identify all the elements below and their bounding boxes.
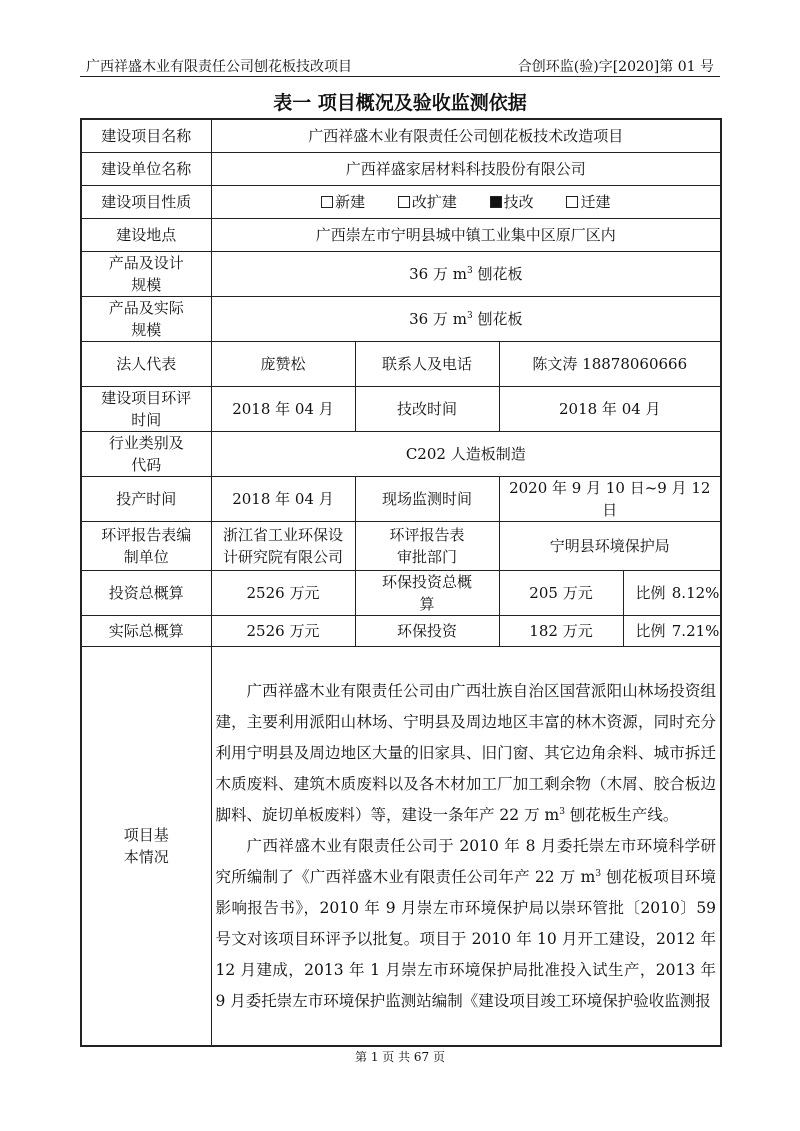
value-design-scale: 36 万 $m^3$ 刨花板: [211, 252, 721, 297]
label-actual-scale: 产品及实际 规模: [81, 297, 211, 342]
label-approve-dept: 环评报告表 审批部门: [355, 522, 499, 571]
row-unit-name: [81, 153, 721, 186]
value-project-name: 广西祥盛木业有限责任公司刨花板技术改造项目: [211, 119, 721, 153]
checkbox-relocate: [566, 196, 578, 208]
page-number: 第 1 页 共 67 页: [355, 1050, 445, 1064]
label-unit-name: 建设单位名称: [81, 153, 211, 186]
row-project-name: [81, 119, 721, 153]
header-project-name: 广西祥盛木业有限责任公司刨花板技改项目: [86, 59, 352, 75]
row-eia-time: [81, 387, 721, 432]
nature-option-relocate: 迁建: [566, 193, 610, 211]
value-ratio-budget: 8.12%: [671, 584, 720, 602]
row-basic-info: [81, 647, 721, 1047]
value-eia-unit: 浙江省工业环保设 计研究院有限公司: [211, 522, 355, 571]
value-industry: C202 人造板制造: [211, 432, 721, 477]
label-tech-time: 技改时间: [355, 387, 499, 432]
row-legal: [81, 342, 721, 387]
overview-table: [80, 118, 722, 1047]
value-location: 广西崇左市宁明县城中镇工业集中区原厂区内: [211, 219, 721, 252]
label-monitor-time: 现场监测时间: [355, 477, 499, 522]
value-monitor-time: 2020 年 9 月 10 日~9 月 12 日: [499, 477, 721, 522]
checkbox-new: [321, 196, 333, 208]
label-env-investment: 环保投资: [355, 616, 499, 647]
label-ratio-budget: 比例: [635, 584, 666, 602]
row-design-scale: [81, 252, 721, 297]
label-ratio-actual: 比例: [635, 622, 666, 640]
row-industry: [81, 432, 721, 477]
value-approve-dept: 宁明县环境保护局: [499, 522, 721, 571]
row-location: [81, 219, 721, 252]
value-ratio-actual: 7.21%: [671, 622, 720, 640]
label-project-name: 建设项目名称: [81, 119, 211, 153]
label-project-nature: 建设项目性质: [81, 186, 211, 219]
label-investment: 投资总概算: [81, 571, 211, 616]
value-env-investment-budget: 205 万元: [499, 571, 623, 616]
row-production: [81, 477, 721, 522]
label-env-investment-budget: 环保投资总概 算: [355, 571, 499, 616]
checkbox-expand: [398, 196, 410, 208]
header-divider: [80, 76, 720, 77]
checkbox-tech: [490, 196, 502, 208]
page-title: 表一 项目概况及验收监测依据: [273, 92, 527, 114]
value-tech-time: 2018 年 04 月: [499, 387, 721, 432]
label-legal: 法人代表: [81, 342, 211, 387]
label-contact: 联系人及电话: [355, 342, 499, 387]
basic-info-text: [211, 647, 721, 1047]
value-unit-name: 广西祥盛家居材料科技股份有限公司: [211, 153, 721, 186]
row-eia-unit: [81, 522, 721, 571]
nature-option-expand: 改扩建: [398, 193, 457, 211]
nature-options: [211, 186, 721, 219]
label-production: 投产时间: [81, 477, 211, 522]
basic-info-paragraph-2: 广西祥盛木业有限责任公司于 2010 年 8 月委托崇左市环境科学研究所编制了《广西祥盛木业有限责任公司年产 22 万 $m^3$ 刨花板项目环境影响报告书》，2010 年 9 月崇左市环境保护局以崇环管批〔2010〕59 号文对该项目环评予以批复。项目于 2010 年 10 月开工建设，2012 年 12 月建成，2013 年 1 月崇左市环境保护局批准投入试生产，2013 年 9 月委托崇左市环境保护监测站编制《建设项目竣工环境保护验收监测报: [215, 836, 717, 1010]
row-investment: [81, 571, 721, 616]
header-doc-number: 合创环监(验)字[2020]第 01 号: [517, 59, 714, 75]
value-actual-scale: 36 万 $m^3$ 刨花板: [211, 297, 721, 342]
ratio-cell-budget: [623, 571, 721, 616]
label-location: 建设地点: [81, 219, 211, 252]
value-env-investment: 182 万元: [499, 616, 623, 647]
label-eia-time: 建设项目环评 时间: [81, 387, 211, 432]
value-contact: 陈文涛 18878060666: [499, 342, 721, 387]
row-actual-scale: [81, 297, 721, 342]
label-industry: 行业类别及 代码: [81, 432, 211, 477]
row-actual: [81, 616, 721, 647]
value-investment: 2526 万元: [211, 571, 355, 616]
label-design-scale: 产品及设计 规模: [81, 252, 211, 297]
value-eia-time: 2018 年 04 月: [211, 387, 355, 432]
value-legal: 庞赞松: [211, 342, 355, 387]
label-basic-info: 项目基 本情况: [81, 647, 211, 1047]
label-eia-unit: 环评报告表编 制单位: [81, 522, 211, 571]
value-actual: 2526 万元: [211, 616, 355, 647]
nature-option-tech: 技改: [490, 193, 534, 211]
ratio-cell-actual: [623, 616, 721, 647]
row-project-nature: [81, 186, 721, 219]
label-actual: 实际总概算: [81, 616, 211, 647]
value-production: 2018 年 04 月: [211, 477, 355, 522]
basic-info-paragraph-1: 广西祥盛木业有限责任公司由广西壮族自治区国营派阳山林场投资组建，主要利用派阳山林场、宁明县及周边地区丰富的林木资源，同时充分利用宁明县及周边地区大量的旧家具、旧门窗、其它边角余料、城市拆迁木质废料、建筑木质废料以及各木材加工厂加工剩余物（木屑、胶合板边脚料、旋切单板废料）等，建设一条年产 22 万 $m^3$ 刨花板生产线。: [215, 681, 717, 824]
nature-option-new: 新建: [321, 193, 365, 211]
